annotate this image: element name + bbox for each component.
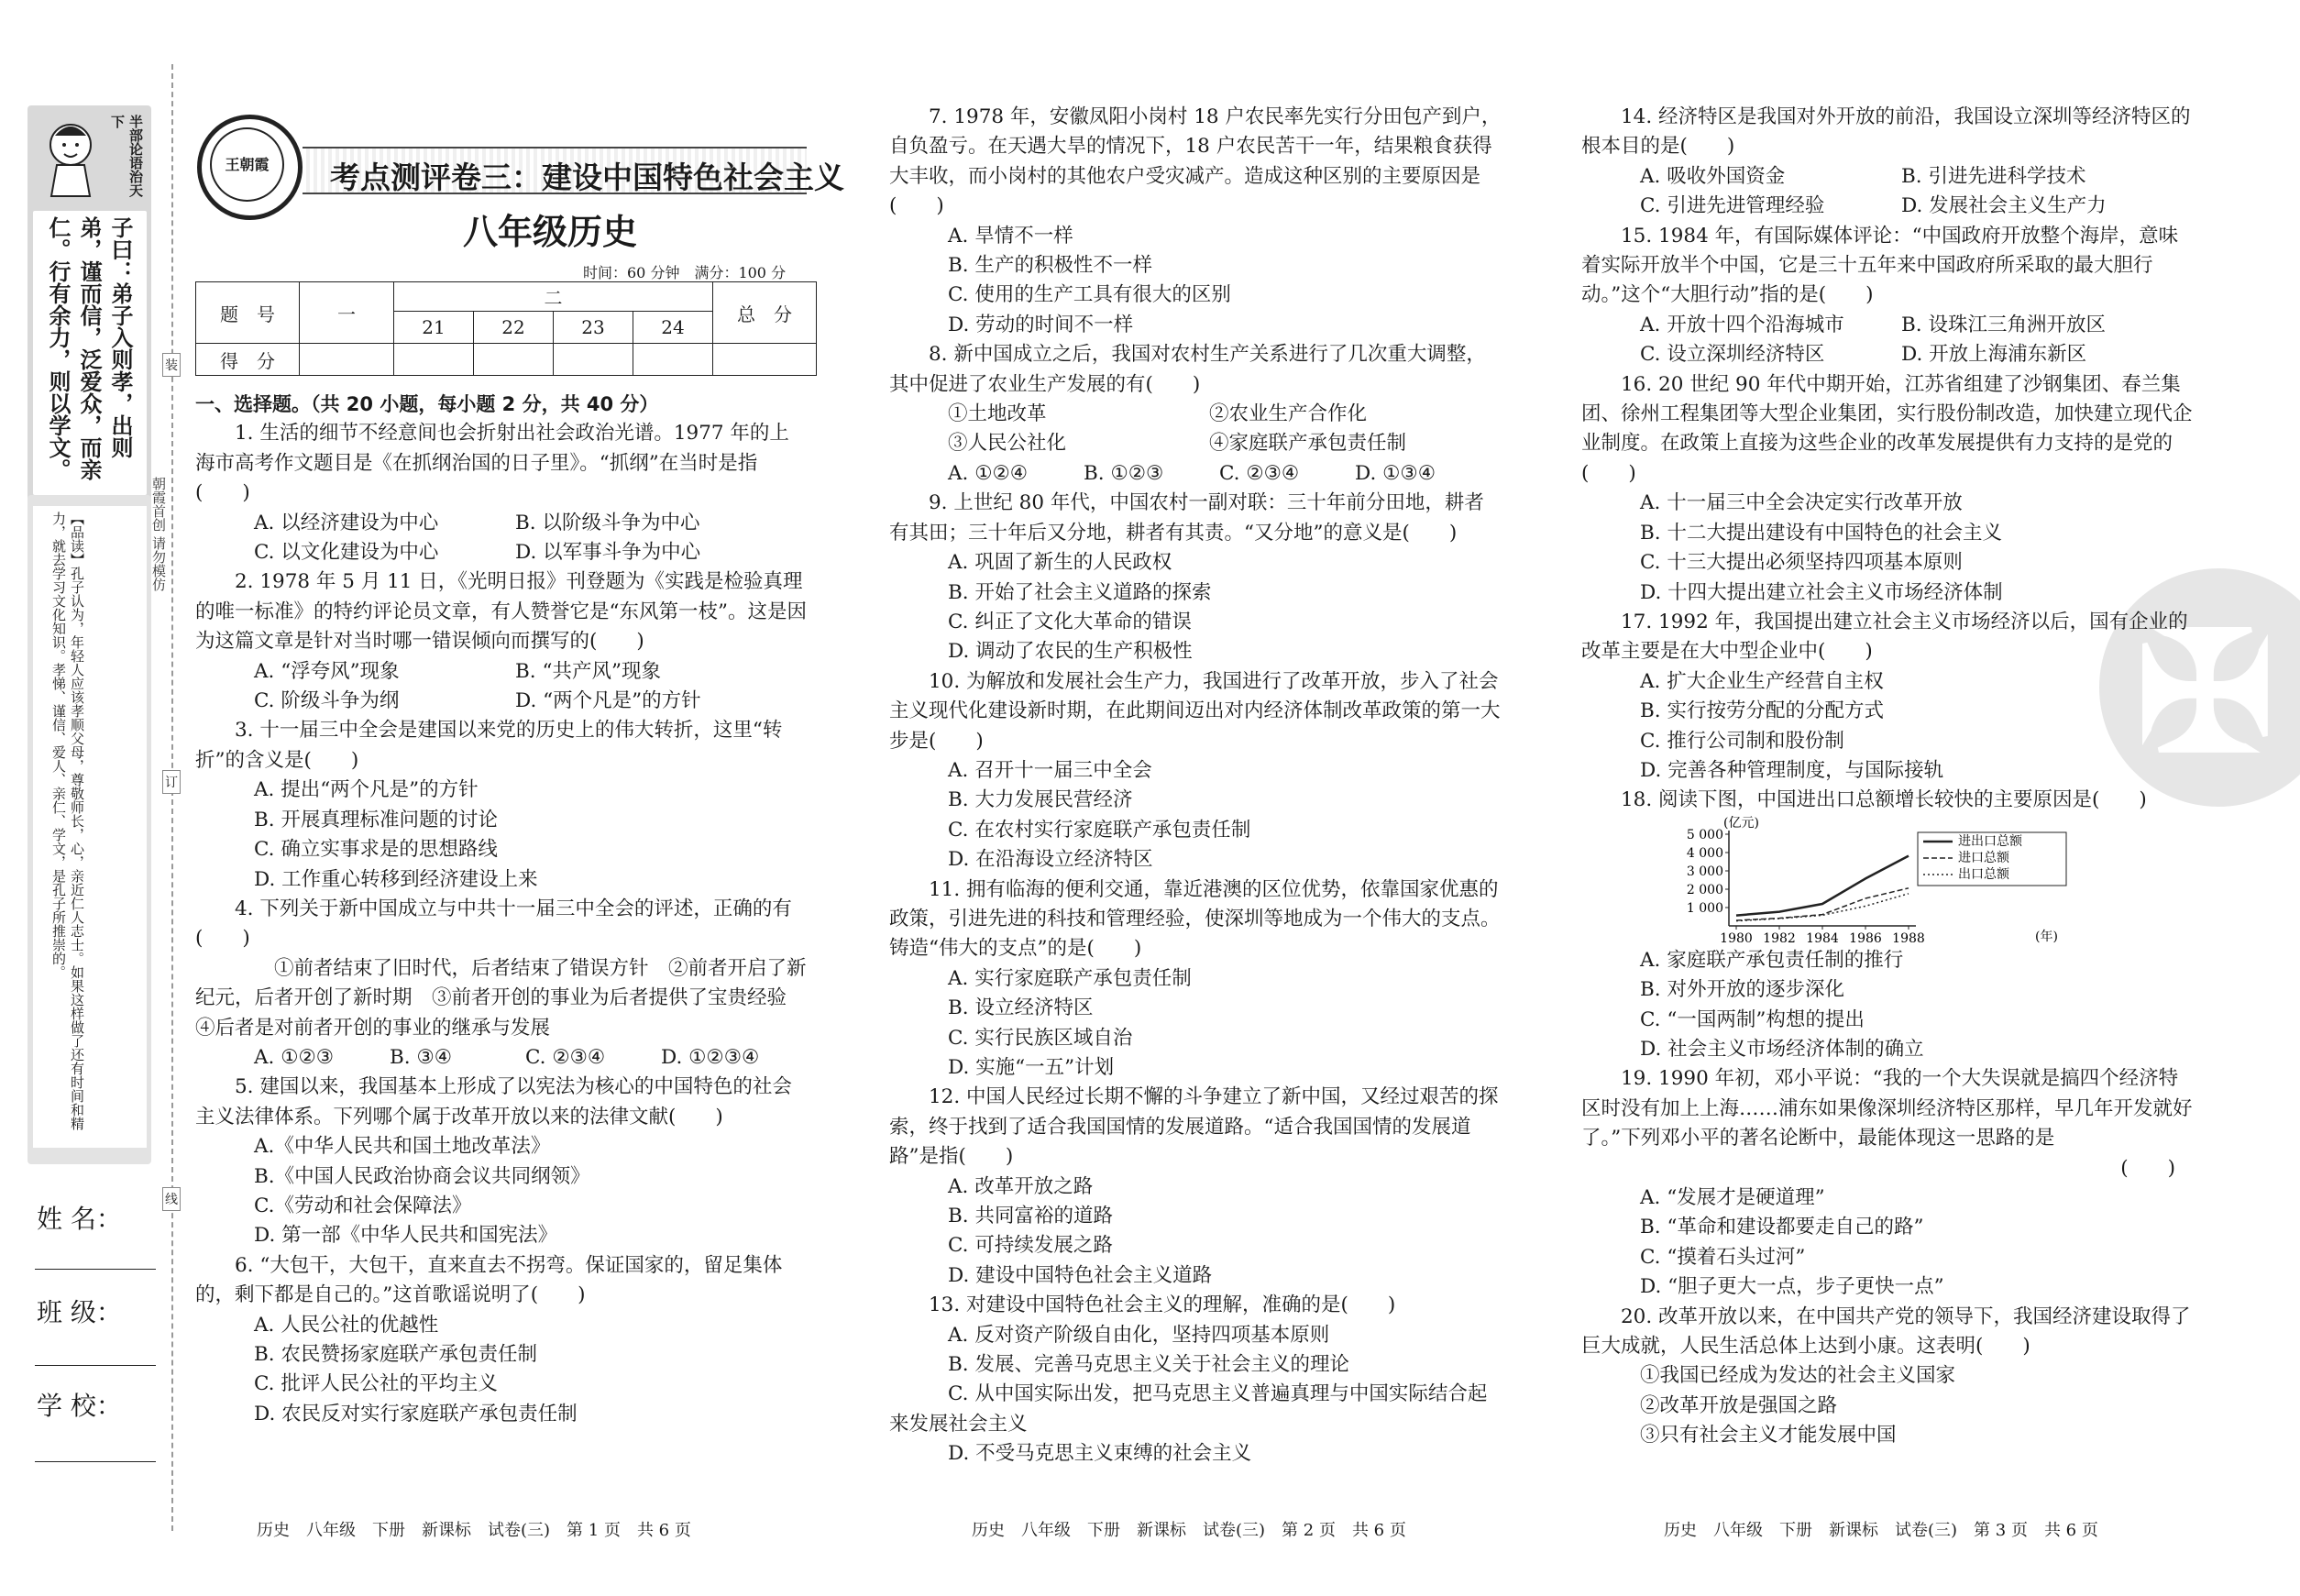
section-heading: 一、选择题。（共 20 小题，每小题 2 分，共 40 分） [195,393,659,415]
score-part-2: 二 [394,282,713,312]
option[interactable]: B.《中国人民政治协商会议共同纲领》 [254,1164,590,1188]
trade-line-chart [1687,814,2072,953]
option[interactable]: C. 确立实事求是的思想路线 [254,838,498,862]
option[interactable]: A. 吸收外国资金 [1640,164,1786,188]
class-label: 班 级： [37,1297,122,1327]
option[interactable]: C. 设立深圳经济特区 [1640,343,1825,367]
option[interactable]: D. 不受马克思主义束缚的社会主义 [948,1442,1252,1466]
score-table [195,281,817,376]
option[interactable]: D. 调动了农民的生产积极性 [948,640,1193,664]
question-11: 11. 拥有临海的便利交通，靠近港澳的区位优势，依靠国家优惠的政策，引进先进的科技和管理经验，使深圳等地成为一个伟大的支点。铸造“伟大的支点”的是( ) [889,877,1501,961]
option[interactable]: B. 对外开放的逐步深化 [1640,978,1844,1002]
option[interactable]: C. 从中国实际出发，把马克思主义普遍真理与中国实际结合起来发展社会主义 [889,1382,1488,1436]
chart-xlabel: (年) [2035,930,2058,944]
footer-page-2: 历史 八年级 下册 新课标 试卷(三) 第 2 页 共 6 页 [972,1521,1406,1540]
option[interactable]: D. 农民反对实行家庭联产承包责任制 [254,1402,578,1425]
option[interactable]: C. ②③④ [1219,461,1300,485]
option[interactable]: B. 大力发展民营经济 [948,788,1133,812]
question-13: 13. 对建设中国特色社会主义的理解，准确的是( ) [929,1293,1396,1317]
statement: ③人民公社化 [948,432,1067,456]
question-19: 19. 1990 年初，邓小平说：“我的一个大失误就是搞四个经济特区时没有加上上海……浦东如果像深圳经济特区那样，早几年开发就好了。”下列邓小平的著名论断中，最能体现这一思路的是 [1581,1067,2193,1150]
option[interactable]: B. 开始了社会主义道路的探索 [948,580,1212,604]
option[interactable]: A. 家庭联产承包责任制的推行 [1640,948,1904,972]
option[interactable]: A. 实行家庭联产承包责任制 [948,966,1192,990]
option[interactable]: B. 以阶级斗争为中心 [515,511,700,534]
chart-ylabel: (亿元) [1723,816,1759,831]
seal-stamp-glyph: ✠ [2136,596,2274,789]
score-cell[interactable] [713,344,817,376]
paper-title: 考点测评卷三：建设中国特色社会主义 [330,160,844,195]
chart-axes [1687,828,1925,946]
option[interactable]: D. 完善各种管理制度，与国际接轨 [1640,758,1944,782]
option[interactable]: A. 提出“两个凡是”的方针 [254,778,479,802]
statement: ④家庭联产承包责任制 [1209,432,1407,456]
question-2: 2. 1978 年 5 月 11 日，《光明日报》刊登题为《实践是检验真理的唯一标准》的特约评论员文章，有人赞誉它是“东风第一枝”。这是因为这篇文章是针对当时哪一错误倾向而撰写的( ) [195,570,807,654]
score-sub-23: 23 [554,312,633,344]
score-sub-21: 21 [394,312,474,344]
option[interactable]: A. “浮夸风”现象 [254,659,400,683]
option[interactable]: D. 开放上海浦东新区 [1901,343,2087,367]
option[interactable]: C. 可持续发展之路 [948,1234,1113,1258]
question-4-statements: ①前者结束了旧时代，后者结束了错误方针 ②前者开启了新纪元，后者开创了新时期 ③前者开创的事业为后者提供了宝贵经验 ④后者是对前者开创的事业的继承与发展 [195,956,807,1040]
option[interactable]: D. 发展社会主义生产力 [1901,194,2107,218]
question-10: 10. 为解放和发展社会生产力，我国进行了改革开放，步入了社会主义现代化建设新时期，在此期间迈出对内经济体制改革政策的第一大步是( ) [889,669,1501,753]
option[interactable]: B. 实行按劳分配的分配方式 [1640,699,1884,723]
option[interactable]: C. “一国两制”构想的提出 [1640,1007,1865,1031]
cut-word-3: 线 [162,1187,181,1211]
chart-y-tick-label: 4 000 [1687,846,1723,861]
option[interactable]: B. 设珠江三角洲开放区 [1901,313,2106,336]
question-9: 9. 上世纪 80 年代，中国农村一副对联：三十年前分田地，耕者有其田；三十年后又分地，耕者有其责。“又分地”的意义是( ) [889,491,1484,545]
chart-legend [1918,832,2066,886]
answer-bracket: ( ) [2120,1156,2175,1180]
cut-word-1: 装 [162,353,181,377]
option[interactable]: D. 在沿海设立经济特区 [948,848,1153,872]
chart-x-tick-label: 1986 [1849,931,1882,946]
option[interactable]: D. “两个凡是”的方针 [515,689,701,713]
option[interactable]: B. 共同富裕的道路 [948,1205,1113,1228]
question-8: 8. 新中国成立之后，我国对农村生产关系进行了几次重大调整，其中促进了农业生产发展的有( ) [889,343,1486,396]
chart-y-tick-label: 5 000 [1687,828,1723,842]
option[interactable]: B. 引进先进科学技术 [1901,164,2086,188]
option[interactable]: B. 生产的积极性不一样 [948,254,1152,278]
question-4: 4. 下列关于新中国成立与中共十一届三中全会的评述，正确的有( ) [195,897,792,951]
option[interactable]: B. 十二大提出建设有中国特色的社会主义 [1640,521,2002,545]
option[interactable]: B. 设立经济特区 [948,996,1094,1020]
option[interactable]: C. ②③④ [525,1045,606,1069]
option[interactable]: D. 第一部《中华人民共和国宪法》 [254,1224,558,1248]
column-3 [1581,103,2194,1451]
option[interactable]: B. 农民赞扬家庭联产承包责任制 [254,1343,537,1366]
column-2 [889,103,1502,1469]
question-14: 14. 经济特区是我国对外开放的前沿，我国设立深圳等经济特区的根本目的是( ) [1581,105,2191,159]
option[interactable]: A. 以经济建设为中心 [254,511,439,534]
score-cell[interactable] [300,344,394,376]
option[interactable]: C. 以文化建设为中心 [254,541,439,565]
option[interactable]: C. 阶级斗争为纲 [254,689,400,713]
school-label: 学 校： [37,1391,122,1421]
chart-y-tick-label: 3 000 [1687,864,1723,879]
option[interactable]: C.《劳动和社会保障法》 [254,1194,472,1217]
score-label-score: 得 分 [196,344,300,376]
option[interactable]: C. 批评人民公社的平均主义 [254,1372,498,1396]
chart-legend-label: 出口总额 [1958,867,2009,882]
option[interactable]: D. 实施“一五”计划 [948,1056,1115,1079]
option[interactable]: C. 使用的生产工具有很大的区别 [948,283,1231,307]
score-part-1: 一 [300,282,394,344]
option[interactable]: D. ①②③④ [661,1045,760,1069]
option[interactable]: B. ①②③ [1084,461,1164,485]
name-field[interactable] [35,1268,156,1270]
option[interactable]: C. 十三大提出必须坚持四项基本原则 [1640,551,1963,575]
option[interactable]: C. 在农村实行家庭联产承包责任制 [948,818,1251,842]
score-cell[interactable] [633,344,713,376]
footer-page-1: 历史 八年级 下册 新课标 试卷(三) 第 1 页 共 6 页 [257,1521,691,1540]
class-field[interactable] [35,1364,156,1366]
question-6: 6. “大包干，大包干，直来直去不拐弯。保证国家的，留足集体的，剩下都是自己的。”这首歌谣说明了( ) [195,1253,783,1307]
option[interactable]: A. 旱情不一样 [948,224,1073,248]
chart-x-tick-label: 1982 [1763,931,1796,946]
option[interactable]: D. 建设中国特色社会主义道路 [948,1263,1213,1287]
option[interactable]: A. 人民公社的优越性 [254,1313,439,1337]
score-sub-24: 24 [633,312,713,344]
option[interactable]: B. “共产风”现象 [515,659,661,683]
chart-legend-label: 进口总额 [1958,851,2009,865]
statement: ②农业生产合作化 [1209,402,1368,426]
question-16: 16. 20 世纪 90 年代中期开始，江苏省组建了沙钢集团、春兰集团、徐州工程集团等大型企业集团，实行股份制改造，加快建立现代企业制度。在政策上直接为这些企业的改革发展提供有力支持的是党的( ) [1581,372,2193,485]
confucius-cartoon [39,117,103,200]
option[interactable]: C. 纠正了文化大革命的错误 [948,610,1192,633]
brand-logo: 王朝霞 [210,127,284,202]
critique-text: 【品读】孔子认为，年轻人应该孝顺父母，尊敬师长，心，亲近仁人志士。如果这样做了还有时间和精力，就去学习文化知识。孝悌、谨信、爱人、亲仁、学文，是孔子所推崇的。 [50,512,85,1130]
option[interactable]: D. 社会主义市场经济体制的确立 [1640,1037,1924,1061]
option[interactable]: D. 以军事斗争为中心 [515,541,701,565]
chart-x-tick-label: 1988 [1892,931,1925,946]
motto-text: 子曰：弟子入则孝，出则弟，谨而信，泛爱众，而亲仁。行有余力，则以学文。 [45,216,133,480]
option[interactable]: A. ①②④ [948,461,1029,485]
chart-series-line [1736,894,1909,921]
score-cell[interactable] [394,344,474,376]
statement: ①土地改革 [948,402,1047,426]
score-sub-22: 22 [474,312,554,344]
question-17: 17. 1992 年，我国提出建立社会主义市场经济以后，国有企业的改革主要是在大中型企业中( ) [1581,610,2188,664]
question-18: 18. 阅读下图，中国进出口总额增长较快的主要原因是( ) [1621,788,2147,812]
option[interactable]: B. “革命和建设都要走自己的路” [1640,1216,1924,1239]
question-7: 7. 1978 年，安徽凤阳小岗村 18 户农民率先实行分田包产到户，自负盈亏。在天遇大旱的情况下，18 户农民苦干一年，结果粮食获得大丰收，而小岗村的其他农户受灾减产。造成这种区别的主要原因是( ) [889,105,1502,218]
option[interactable]: D. 劳动的时间不一样 [948,313,1134,336]
option[interactable]: A. 召开十一届三中全会 [948,758,1152,782]
option[interactable]: A. ①②③ [254,1045,335,1069]
score-label-question: 题 号 [196,282,300,344]
paper-subtitle: 八年级历史 [463,212,638,252]
option[interactable]: A. 巩固了新生的人民政权 [948,551,1172,575]
option[interactable]: C. 推行公司制和股份制 [1640,729,1844,753]
chart-x-tick-label: 1984 [1806,931,1839,946]
option[interactable]: A. “发展才是硬道理” [1640,1186,1825,1209]
option[interactable]: D. ①③④ [1355,461,1436,485]
question-20: 20. 改革开放以来，在中国共产党的领导下，我国经济建设取得了巨大成就，人民生活总体上达到小康。这表明( ) [1581,1304,2191,1359]
footer-page-3: 历史 八年级 下册 新课标 试卷(三) 第 3 页 共 6 页 [1664,1521,2098,1540]
corner-slogan: 半部论语治天下 [109,115,144,197]
question-3: 3. 十一届三中全会是建国以来党的历史上的伟大转折，这里“转折”的含义是( ) [195,719,783,772]
option[interactable]: B. 发展、完善马克思主义关于社会主义的理论 [948,1353,1349,1377]
option[interactable]: B. ③④ [390,1045,453,1069]
score-cell[interactable] [474,344,554,376]
question-5: 5. 建国以来，我国基本上形成了以宪法为核心的中国特色的社会主义法律体系。下列哪个属于改革开放以来的法律文献( ) [195,1075,792,1128]
binding-cut-line [171,64,173,1531]
chart-y-tick-label: 2 000 [1687,883,1723,897]
statement: ②改革开放是强国之路 [1640,1393,1838,1417]
question-15: 15. 1984 年，有国际媒体评论：“中国政府开放整个海岸，意味着实际开放半个中国，它是三十五年来中国政府所采取的最大胆行动。”这个“大胆行动”指的是( ) [1581,224,2179,307]
score-cell[interactable] [554,344,633,376]
time-score-info: 时间：60 分钟 满分：100 分 [583,264,787,281]
chart-legend-label: 进出口总额 [1958,834,2022,849]
school-field[interactable] [35,1460,156,1462]
score-total-label: 总 分 [713,282,817,344]
chart-y-tick-label: 1 000 [1687,901,1723,916]
name-label: 姓 名： [37,1204,122,1234]
option[interactable]: A. 扩大企业生产经营自主权 [1640,669,1884,693]
chart-lines [1736,856,1909,921]
option[interactable]: D. 十四大提出建立社会主义市场经济体制 [1640,580,2003,604]
cut-word-2: 订 [162,770,181,794]
option[interactable]: A. 反对资产阶级自由化，坚持四项基本原则 [948,1323,1330,1347]
option[interactable]: C. 引进先进管理经验 [1640,194,1825,218]
option[interactable]: C. 实行民族区域自治 [948,1026,1133,1050]
option[interactable]: D. 工作重心转移到经济建设上来 [254,867,538,891]
column-1 [195,390,808,1429]
option[interactable]: D. “胆子更大一点，步子更快一点” [1640,1275,1944,1299]
option[interactable]: A.《中华人民共和国土地改革法》 [254,1135,551,1159]
option[interactable]: A. 开放十四个沿海城市 [1640,313,1844,336]
option[interactable]: C. “摸着石头过河” [1640,1245,1806,1269]
option[interactable]: A. 改革开放之路 [948,1174,1094,1198]
brand-note: 朝霞首创 请勿模仿 [150,477,167,591]
chart-x-tick-label: 1980 [1720,931,1753,946]
option[interactable]: A. 十一届三中全会决定实行改革开放 [1640,491,1963,515]
statement: ③只有社会主义才能发展中国 [1640,1424,1897,1447]
chart-series-line [1736,856,1909,916]
option[interactable]: B. 开展真理标准问题的讨论 [254,808,498,831]
question-12: 12. 中国人民经过长期不懈的斗争建立了新中国，又经过艰苦的探索，终于找到了适合我国国情的发展道路。“适合我国国情的发展道路”是指( ) [889,1085,1499,1169]
statement: ①我国已经成为发达的社会主义国家 [1640,1364,1956,1388]
question-1: 1. 生活的细节不经意间也会折射出社会政治光谱。1977 年的上海市高考作文题目是《在抓纲治国的日子里》。“抓纲”在当时是指( ) [195,422,789,505]
